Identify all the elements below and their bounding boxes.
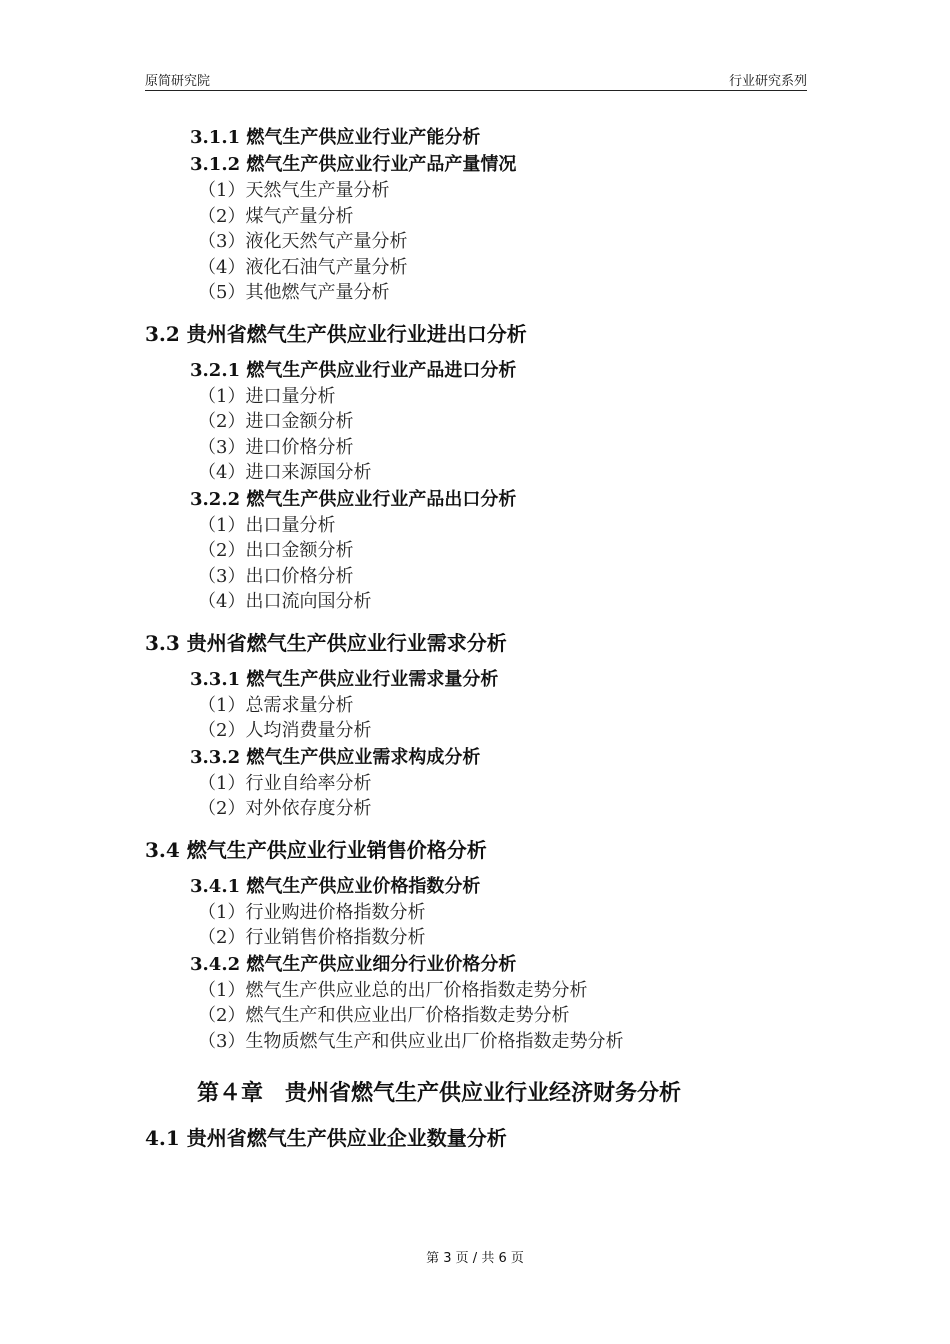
toc-item: （1）行业自给率分析 xyxy=(198,772,372,794)
toc-item: （3）液化天然气产量分析 xyxy=(198,231,408,252)
toc-subsection: 3.3.2 燃气生产供应业需求构成分析 xyxy=(190,746,481,768)
toc-item: （1）天然气生产量分析 xyxy=(198,180,390,201)
header-series-name: 行业研究系列 xyxy=(728,74,807,89)
toc-item: （5）其他燃气产量分析 xyxy=(198,282,390,303)
toc-subsection: 3.4.1 燃气生产供应业价格指数分析 xyxy=(190,875,481,897)
table-of-contents xyxy=(145,124,825,1161)
toc-item: （2）煤气产量分析 xyxy=(198,205,354,227)
toc-section: 4.1 贵州省燃气生产供应业企业数量分析 xyxy=(145,1126,507,1150)
toc-subsection: 3.2.2 燃气生产供应业行业产品出口分析 xyxy=(190,488,517,510)
toc-item: （3）出口价格分析 xyxy=(198,565,354,587)
toc-item: （2）出口金额分析 xyxy=(198,540,354,561)
toc-subsection: 3.1.1 燃气生产供应业行业产能分析 xyxy=(190,127,481,148)
toc-section: 3.3 贵州省燃气生产供应业行业需求分析 xyxy=(145,630,507,655)
toc-subsection: 3.4.2 燃气生产供应业细分行业价格分析 xyxy=(190,953,517,975)
toc-item: （3）生物质燃气生产和供应业出厂价格指数走势分析 xyxy=(198,1030,624,1052)
toc-section: 3.2 贵州省燃气生产供应业行业进出口分析 xyxy=(145,321,527,346)
toc-subsection: 3.1.2 燃气生产供应业行业产品产量情况 xyxy=(190,154,517,175)
toc-item: （2）燃气生产和供应业出厂价格指数走势分析 xyxy=(198,1005,570,1026)
toc-item: （1）出口量分析 xyxy=(198,514,336,536)
toc-item: （1）行业购进价格指数分析 xyxy=(198,901,426,923)
toc-item: （2）进口金额分析 xyxy=(198,411,354,432)
toc-subsection: 3.2.1 燃气生产供应业行业产品进口分析 xyxy=(190,359,517,381)
page-header xyxy=(145,68,807,91)
toc-subsection: 3.3.1 燃气生产供应业行业需求量分析 xyxy=(190,668,499,690)
toc-item: （1）燃气生产供应业总的出厂价格指数走势分析 xyxy=(198,979,588,1001)
toc-item: （2）人均消费量分析 xyxy=(198,720,372,741)
toc-item: （1）总需求量分析 xyxy=(198,694,354,716)
toc-section: 3.4 燃气生产供应业行业销售价格分析 xyxy=(145,837,487,862)
toc-item: （4）液化石油气产量分析 xyxy=(198,256,408,278)
toc-item: （4）进口来源国分析 xyxy=(198,462,372,483)
page-footer: 第 3 页 / 共 6 页 xyxy=(426,1251,524,1266)
toc-item: （1）进口量分析 xyxy=(198,385,336,407)
toc-item: （2）行业销售价格指数分析 xyxy=(198,927,426,948)
header-org-name: 原简研究院 xyxy=(145,74,211,89)
toc-item: （2）对外依存度分析 xyxy=(198,798,372,819)
toc-item: （4）出口流向国分析 xyxy=(198,591,372,612)
toc-chapter: 第４章 贵州省燃气生产供应业行业经济财务分析 xyxy=(197,1080,682,1106)
toc-item: （3）进口价格分析 xyxy=(198,436,354,458)
